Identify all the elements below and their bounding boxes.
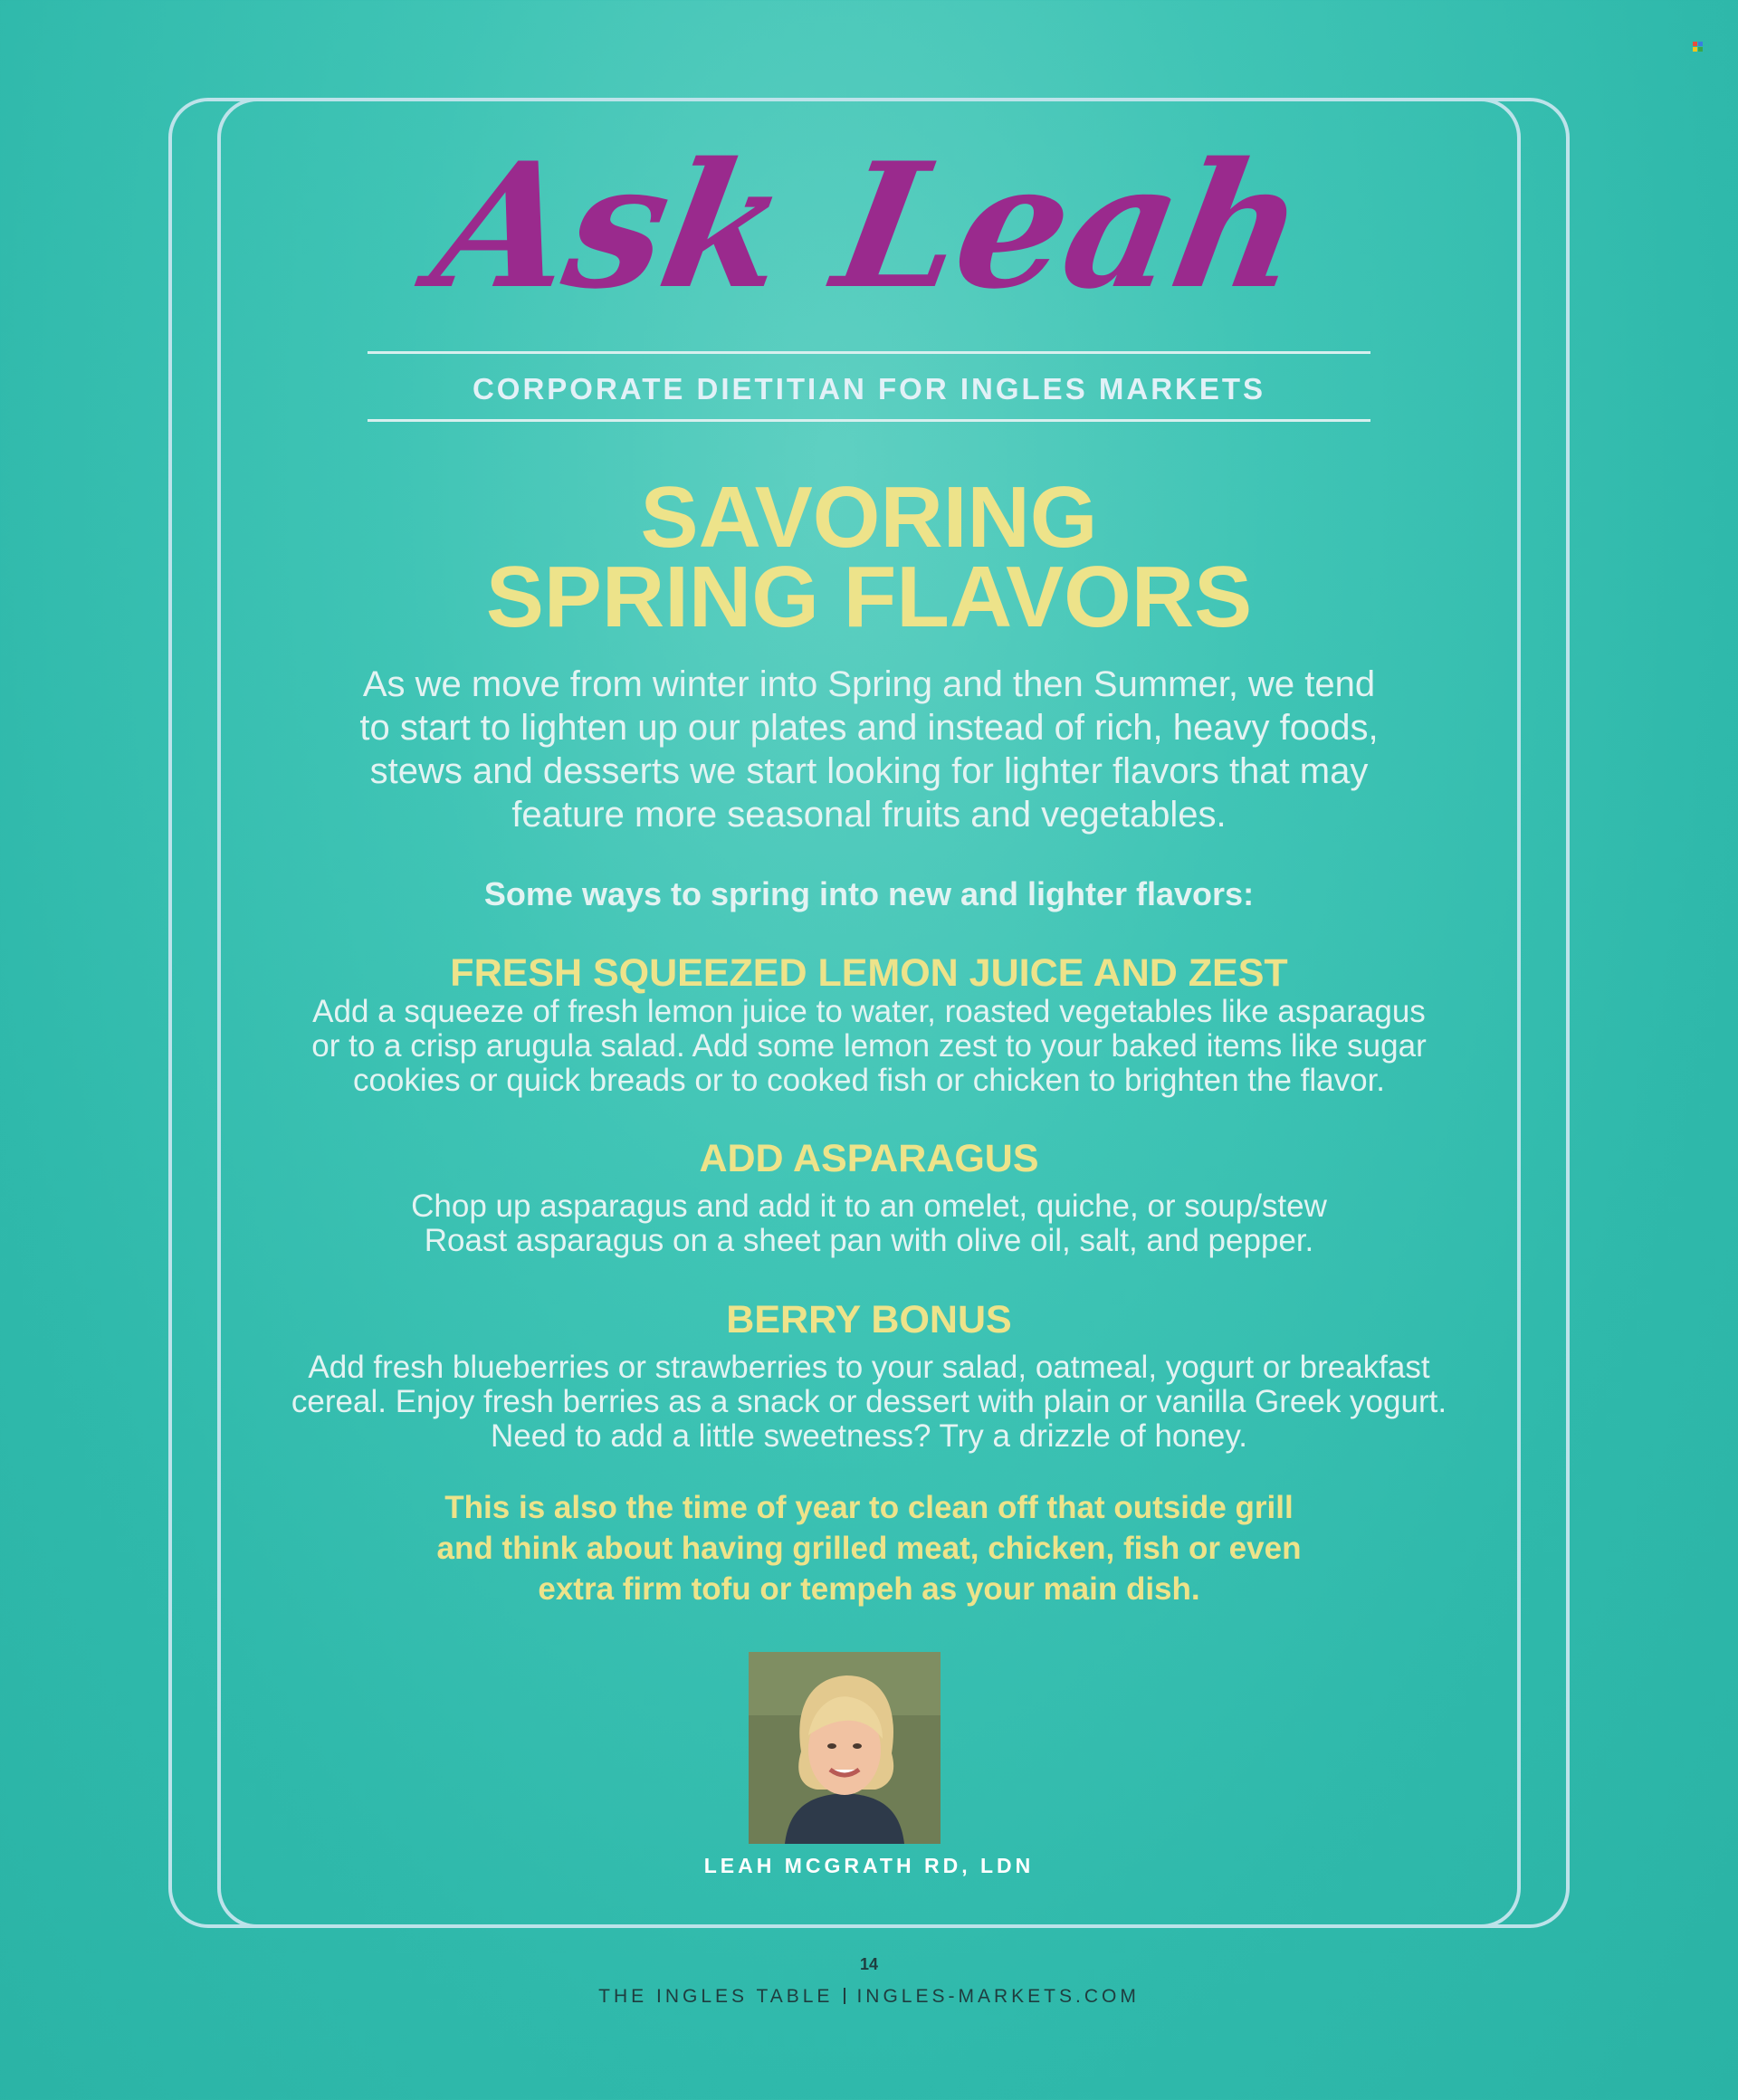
closing-note — [0, 1487, 1738, 1609]
section-line: Add a squeeze of fresh lemon juice to water, roasted vegetables like asparagus — [312, 994, 1426, 1029]
closing-line: This is also the time of year to clean off that outside grill — [444, 1490, 1294, 1525]
author-caption: LEAH MCGRATH RD, LDN — [703, 1854, 1035, 1877]
headline-line-1: SAVORING — [640, 469, 1098, 566]
headline-line-2: SPRING FLAVORS — [485, 549, 1253, 645]
section-line: Chop up asparagus and add it to an omelet, quiche, or soup/stew — [411, 1188, 1327, 1224]
section-line: cookies or quick breads or to cooked fish or chicken to brighten the flavor. — [352, 1063, 1386, 1098]
footer-separator — [844, 1988, 845, 2004]
ask-leah-title: Ask Leah — [420, 125, 1318, 327]
footer — [0, 1986, 1738, 2008]
intro-line: feature more seasonal fruits and vegetables. — [511, 795, 1227, 835]
page-number: 14 — [859, 1955, 879, 1973]
section-heading-asparagus: ADD ASPARAGUS — [699, 1137, 1039, 1180]
intro-line: As we move from winter into Spring and then Summer, we tend — [362, 664, 1376, 704]
intro-paragraph — [0, 663, 1738, 836]
section-body-berry — [0, 1351, 1738, 1454]
divider-bottom — [368, 419, 1370, 422]
lead-text: Some ways to spring into new and lighter flavors: — [483, 875, 1255, 912]
intro-line: stews and desserts we start looking for lighter flavors that may — [369, 751, 1369, 791]
closing-line: extra firm tofu or tempeh as your main dish. — [538, 1571, 1200, 1607]
section-line: or to a crisp arugula salad. Add some lemon zest to your baked items like sugar — [311, 1028, 1427, 1064]
section-heading-berry: BERRY BONUS — [726, 1298, 1012, 1341]
subtitle: CORPORATE DIETITIAN FOR INGLES MARKETS — [472, 372, 1266, 406]
author-portrait-icon — [749, 1652, 941, 1844]
section-body-lemon — [0, 995, 1738, 1098]
section-heading-lemon: FRESH SQUEEZED LEMON JUICE AND ZEST — [450, 951, 1288, 995]
section-line: Roast asparagus on a sheet pan with olive oil, salt, and pepper. — [424, 1223, 1314, 1258]
intro-line: to start to lighten up our plates and instead of rich, heavy foods, — [359, 708, 1379, 748]
closing-line: and think about having grilled meat, chicken, fish or even — [436, 1531, 1302, 1566]
divider-top — [368, 351, 1370, 354]
section-line: Add fresh blueberries or strawberries to your salad, oatmeal, yogurt or breakfast — [308, 1350, 1430, 1385]
author-photo — [749, 1652, 941, 1844]
section-body-asparagus — [0, 1189, 1738, 1258]
section-line: cereal. Enjoy fresh berries as a snack or dessert with plain or vanilla Greek yogurt. — [291, 1384, 1447, 1419]
headline — [0, 469, 1738, 645]
website-link[interactable]: INGLES-MARKETS.COM — [856, 1986, 1140, 2007]
publication-name: THE INGLES TABLE — [598, 1986, 834, 2007]
section-line: Need to add a little sweetness? Try a drizzle of honey. — [491, 1418, 1247, 1454]
